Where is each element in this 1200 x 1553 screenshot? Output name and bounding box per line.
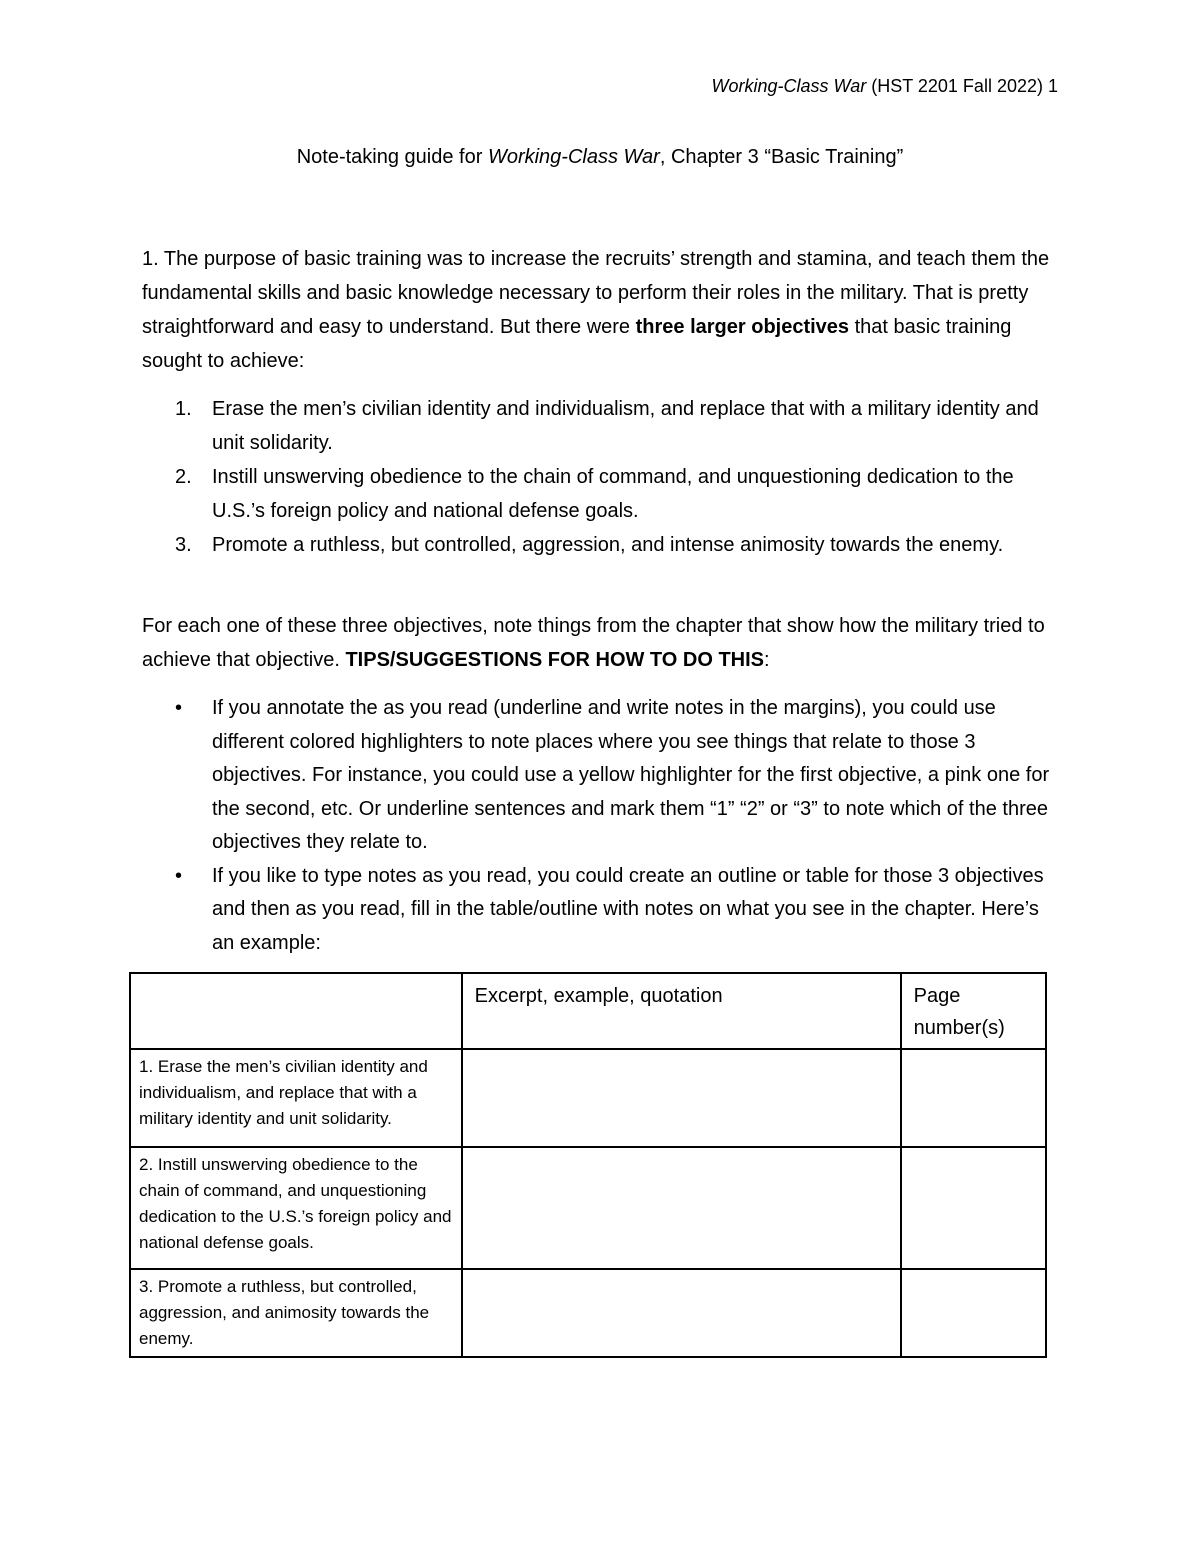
title-book: Working-Class War: [487, 146, 660, 168]
intro-bold: three larger objectives: [635, 316, 850, 338]
instructions-bold: TIPS/SUGGESTIONS FOR HOW TO DO THIS: [345, 649, 765, 671]
excerpt-cell[interactable]: [462, 1269, 901, 1357]
objective-item: [142, 528, 1062, 562]
header-cell-blank: [130, 973, 462, 1049]
tip-text: If you like to type notes as you read, you could create an outline or table for those 3 objectives and then as you read, fill in the table/outline with notes on what you see in the chapter. Here’s an example:: [212, 864, 1044, 954]
tip-text: If you annotate the as you read (underline and write notes in the margins), you could use different colored highlighters to note places where you see things that relate to those 3 objectives. For instance, you could use a yellow highlighter for the first objective, a pink one for the second, etc. Or underline sentences and mark them “1” “2” or “3” to note which of the three objectives they relate to.: [212, 697, 1050, 853]
objective-text: Erase the men’s civilian identity and individualism, and replace that with a military identity and unit solidarity.: [212, 398, 1039, 454]
tip-item: [142, 692, 1062, 860]
header-cell-page: Page number(s): [901, 973, 1046, 1049]
header-course: (HST 2201 Fall 2022) 1: [866, 76, 1058, 96]
objective-text: Instill unswerving obedience to the chain of command, and unquestioning dedication to the U.S.’s foreign policy and national defense goals.: [212, 466, 1014, 522]
intro-text: 1. The purpose of basic training was to increase the recruits’ strength and stamina, and teach them the fundamental skills and basic knowledge necessary to perform their roles in the military. That is pretty straightforward and easy to understand. But there were: [142, 248, 1050, 338]
objective-cell: 1. Erase the men’s civilian identity and individualism, and replace that with a military identity and unit solidarity.: [130, 1049, 462, 1147]
header-book-title: Working-Class War: [711, 76, 867, 96]
objective-number: 1.: [175, 398, 192, 420]
page-cell[interactable]: [901, 1269, 1046, 1357]
tips-list: [142, 692, 1062, 960]
intro-text-end: that basic training sought to achieve:: [142, 316, 1012, 372]
excerpt-cell[interactable]: [462, 1049, 901, 1147]
objective-number: 3.: [175, 534, 192, 556]
objective-text: Promote a ruthless, but controlled, aggression, and intense animosity towards the enemy.: [212, 534, 1004, 556]
table-row: [130, 1049, 1046, 1147]
table-row: [130, 1269, 1046, 1357]
objective-item: [142, 460, 1062, 528]
bullet-icon: •: [175, 864, 183, 887]
running-header: [712, 76, 1058, 97]
title-prefix: Note-taking guide for: [296, 146, 488, 168]
notes-table: [129, 972, 1047, 1358]
instructions-end: :: [764, 649, 770, 671]
instructions-paragraph: [142, 609, 1062, 677]
objective-number: 2.: [175, 466, 192, 488]
table-row: [130, 1147, 1046, 1269]
page-title: [0, 146, 1200, 169]
objective-cell: 2. Instill unswerving obedience to the chain of command, and unquestioning dedication to the U.S.’s foreign policy and national defense goals.: [130, 1147, 462, 1269]
page-cell[interactable]: [901, 1049, 1046, 1147]
title-suffix: , Chapter 3 “Basic Training”: [659, 146, 904, 168]
objectives-list: [142, 392, 1062, 562]
objective-item: [142, 392, 1062, 460]
intro-paragraph: [142, 242, 1062, 378]
bullet-icon: •: [175, 697, 183, 719]
header-cell-excerpt: Excerpt, example, quotation: [462, 973, 901, 1049]
table-header-row: [130, 973, 1046, 1049]
page-cell[interactable]: [901, 1147, 1046, 1269]
objective-cell: 3. Promote a ruthless, but controlled, aggression, and animosity towards the enemy.: [130, 1269, 462, 1357]
excerpt-cell[interactable]: [462, 1147, 901, 1269]
tip-item: [142, 860, 1062, 961]
instructions-text: For each one of these three objectives, note things from the chapter that show how the military tried to achieve that objective.: [142, 615, 1045, 671]
